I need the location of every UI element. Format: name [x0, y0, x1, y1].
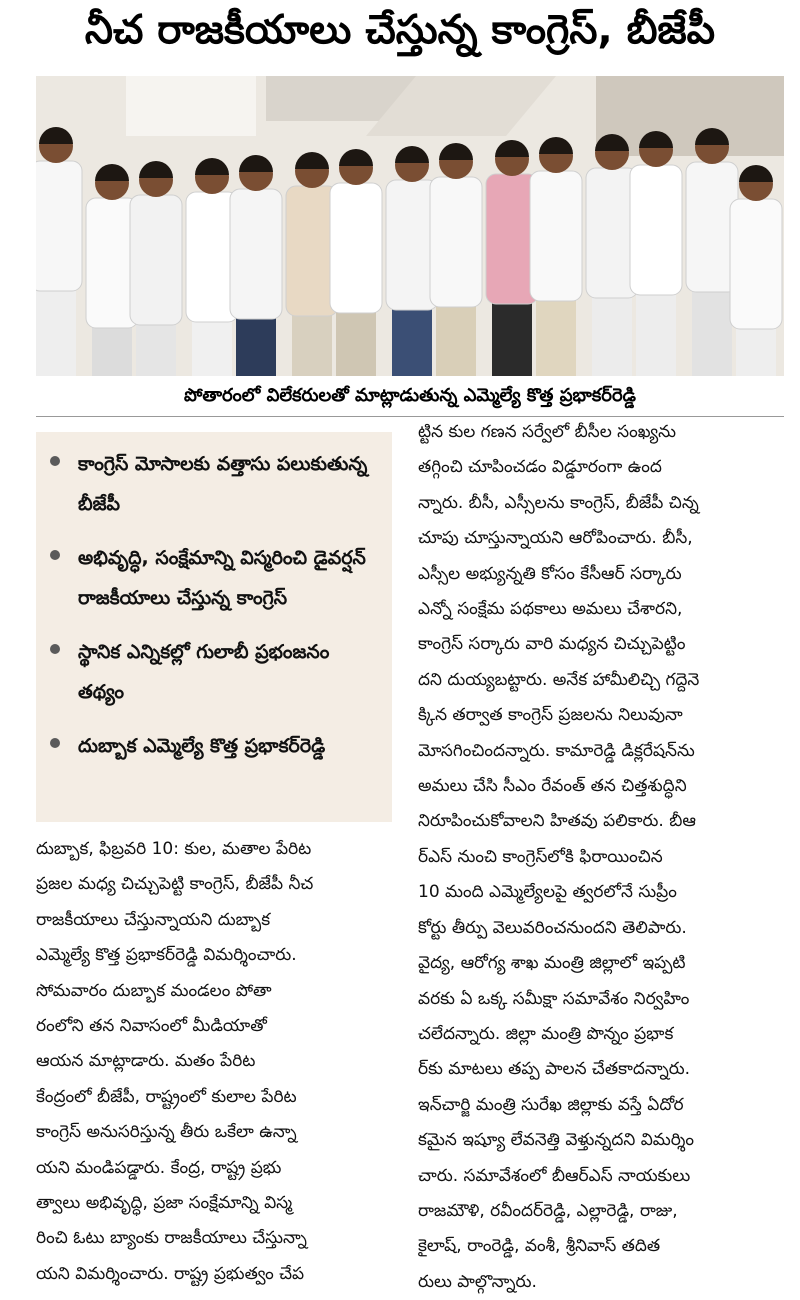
person-trousers [292, 314, 332, 376]
article-line: కాంగ్రెస్ సర్కారు వారి మధ్యన చిచ్చుపెట్టిం [418, 634, 686, 655]
group-photo-illustration [36, 76, 784, 376]
article-line: కాంగ్రెస్ అనుసరిస్తున్న తీరు ఒకేలా ఉన్నా [36, 1122, 297, 1143]
person-trousers [192, 320, 232, 376]
person-trousers [92, 326, 132, 376]
person-trousers [236, 317, 276, 376]
bullet-icon [50, 456, 60, 466]
highlight-text: స్థానిక ఎన్నికల్లో గులాబీ ప్రభంజనం తథ్యం [78, 641, 330, 703]
article-line: ప్రజల మధ్య చిచ్చుపెట్టి కాంగ్రెస్, బీజేపీ నీచ [36, 874, 314, 895]
article-line: మోసగించిందన్నారు. కామారెడ్డి డిక్లరేషన్‌ను [418, 740, 695, 761]
bullet-icon [50, 738, 60, 748]
article-line: ఎస్సీల అభ్యున్నతి కోసం కేసీఆర్ సర్కారు [418, 563, 682, 584]
person-trousers [492, 302, 532, 376]
article-line: ర్‌కు మాటలు తప్ప పాలన చేతకాదన్నారు. [418, 1059, 691, 1080]
person-trousers [136, 323, 176, 376]
article-line: వరకు ఏ ఒక్క సమీక్షా సమావేశం నిర్వహిం [418, 988, 690, 1009]
article-line: నిరూపించుకోవాలని హితవు పలికారు. బీఆ [418, 811, 696, 832]
article-line: ట్టిన కుల గణన సర్వేలో బీసీల సంఖ్యను [418, 422, 676, 442]
person-shirt [36, 161, 82, 291]
person-trousers [436, 305, 476, 376]
article-column-right [418, 415, 784, 1300]
photo-caption: పోతారంలో విలేకరులతో మాట్లాడుతున్న ఎమ్మెల్యే కొత్త ప్రభాకర్‌రెడ్డి [36, 378, 784, 417]
article-line: ఇన్‌చార్జి మంత్రి సురేఖ జిల్లాకు వస్తే ఏదోర [418, 1094, 684, 1115]
highlight-text: అభివృద్ధి, సంక్షేమాన్ని విస్మరించి డైవర్షన్ రాజకీయాలు చేస్తున్న కాంగ్రెస్ [78, 547, 366, 609]
highlight-text: కాంగ్రెస్ మోసాలకు వత్తాసు పలుకుతున్న బీజేపీ [78, 453, 368, 515]
person-trousers [592, 296, 632, 376]
highlight-text: దుబ్బాక ఎమ్మెల్యే కొత్త ప్రభాకర్‌రెడ్డి [78, 735, 326, 757]
article-line: దుబ్బాక, ఫిబ్రవరి 10: కుల, మతాల పేరిట [36, 839, 312, 859]
article-line: న్నారు. బీసీ, ఎస్సీలను కాంగ్రెస్, బీజేపీ చిన్న [418, 492, 699, 513]
article-column-left [36, 832, 392, 1292]
article-line: రులు పాల్గొన్నారు. [418, 1271, 537, 1292]
highlights-box [36, 432, 392, 822]
article-line: ఎమ్మెల్యే కొత్త ప్రభాకర్‌రెడ్డి విమర్శించారు. [36, 945, 297, 966]
highlight-item [50, 726, 378, 766]
headline: నీచ రాజకీయాలు చేస్తున్న కాంగ్రెస్, బీజేపీ [84, 7, 716, 53]
person-shirt [430, 177, 482, 307]
article-line: ర్‌ఎస్ నుంచి కాంగ్రెస్‌లోకి ఫిరాయించిన [418, 846, 663, 867]
article-line: రాజకీయాలు చేస్తున్నాయని దుబ్బాక [36, 909, 271, 930]
article-line: రంలోని తన నివాసంలో మీడియాతో [36, 1016, 267, 1037]
highlight-item [50, 444, 378, 524]
article-line: తగ్గించి చూపించడం విడ్డూరంగా ఉంద [418, 457, 662, 478]
article-line: కేంద్రంలో బీజేపీ, రాష్ట్రంలో కులాల పేరిట [36, 1086, 297, 1107]
person-trousers [536, 299, 576, 376]
person-trousers [636, 293, 676, 376]
person-trousers [736, 327, 776, 376]
article-line: చూపు చూస్తున్నాయని ఆరోపించారు. బీసీ, [418, 528, 693, 549]
article-line: యని మండిపడ్డారు. కేంద్ర, రాష్ట్ర ప్రభు [36, 1157, 282, 1178]
person-shirt [530, 171, 582, 301]
article-line: క్కిన తర్వాత కాంగ్రెస్ ప్రజలను నిలువునా [418, 705, 683, 726]
article-line: యని విమర్శించారు. రాష్ట్ర ప్రభుత్వం చేప [36, 1263, 305, 1284]
person-trousers [36, 289, 76, 376]
bullet-icon [50, 550, 60, 560]
article-line: దని దుయ్యబట్టారు. అనేక హామీలిచ్చి గద్దెనె [418, 669, 700, 690]
article-line: సోమవారం దుబ్బాక మండలం పోతా [36, 980, 272, 1001]
person-shirt [230, 189, 282, 319]
highlight-item [50, 632, 378, 712]
article-line: త్వాలు అభివృద్ధి, ప్రజా సంక్షేమాన్ని విస్మ [36, 1193, 293, 1214]
article-line: కోర్టు తీర్పు వెలువరించనుందని తెలిపారు. [418, 917, 687, 938]
bullet-icon [50, 644, 60, 654]
person-shirt [630, 165, 682, 295]
article-line: ఎన్నో సంక్షేమ పథకాలు అమలు చేశారని, [418, 599, 683, 620]
article-line: ఆయన మాట్లాడారు. మతం పేరిట [36, 1051, 256, 1072]
article-line: రాజమౌళి, రవీందర్‌రెడ్డి, ఎల్లారెడ్డి, రాజు, [418, 1200, 678, 1221]
news-photo [36, 76, 784, 376]
article-line: వైద్య, ఆరోగ్య శాఖ మంత్రి జిల్లాలో ఇప్పటి [418, 953, 686, 974]
article-line: 10 మంది ఎమ్మెల్యేలపై త్వరలోనే సుప్రీం [418, 882, 677, 903]
article-line: చారు. సమావేశంలో బీఆర్‌ఎస్ నాయకులు [418, 1165, 691, 1186]
person-shirt [130, 195, 182, 325]
highlight-item [50, 538, 378, 618]
person-shirt [730, 199, 782, 329]
person-trousers [392, 308, 432, 376]
person-shirt [330, 183, 382, 313]
article-line: చలేదన్నారు. జిల్లా మంత్రి పొన్నం ప్రభాక [418, 1023, 674, 1044]
article-line: రించి ఓటు బ్యాంకు రాజకీయాలు చేస్తున్నా [36, 1228, 307, 1249]
article-line: కమైన ఇష్యూ లేవనెత్తి వెళ్తున్నదని విమర్శిం [418, 1130, 695, 1151]
article-line: అమలు చేసి సీఎం రేవంత్ తన చిత్తశుద్ధిని [418, 776, 687, 797]
person-trousers [692, 290, 732, 376]
person-trousers [336, 311, 376, 376]
article-line: కైలాష్, రాంరెడ్డి, వంశీ, శ్రీనివాస్ తదిత [418, 1236, 661, 1257]
